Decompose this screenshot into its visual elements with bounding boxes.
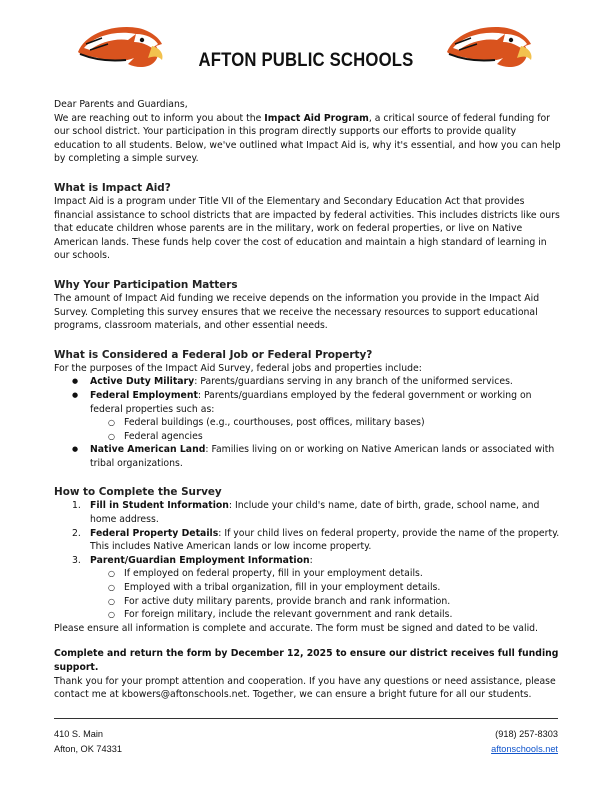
step-text: : If your child lives on federal property, provide the name of the property. This includes Native American lands or low income property.	[90, 527, 560, 553]
list-item	[72, 499, 562, 526]
deadline-text: Complete and return the form by December 12, 2025 to ensure our district receives full funding support.	[54, 648, 559, 673]
item-title: Federal Employment	[90, 389, 198, 401]
what-body: Impact Aid is a program under Title VII of the Elementary and Secondary Education Act that provides financial assistance to school districts that are impacted by federal activities. This includes districts like ours that educate children whose parents are in the military, work on federal properties, or live on Native American lands. These funds help cover the cost of education and maintain a high standard of learning in our schools.	[54, 195, 560, 262]
sub-list-item: ○ If employed on federal property, fill in your employment details.	[124, 567, 562, 581]
deadline-notice	[54, 647, 562, 674]
federal-sub-list	[90, 416, 562, 443]
how-steps	[54, 499, 562, 621]
closing-paragraph: Thank you for your prompt attention and cooperation. If you have any questions or need assistance, please contact me at kbowers@aftonschools.net. Together, we can ensure a bright future for all our students.	[54, 675, 556, 701]
letterhead	[0, 0, 612, 95]
step-title: Fill in Student Information	[90, 500, 229, 512]
sub-list-item: ○ For active duty military parents, provide branch and rank information.	[124, 595, 562, 609]
address-line-2: Afton, OK 74331	[54, 743, 122, 754]
how-note: Please ensure all information is complete and accurate. The form must be signed and dated to be valid.	[54, 622, 539, 634]
why-body: The amount of Impact Aid funding we receive depends on the information you provide in the Impact Aid Survey. Completing this survey ensures that we receive the necessary resources to support educational programs, classroom materials, and other essential needs.	[54, 292, 540, 332]
sub-list-item: ○ Employed with a tribal organization, fill in your employment details.	[124, 581, 562, 595]
list-item	[72, 527, 562, 554]
step-title: Parent/Guardian Employment Information	[90, 554, 310, 566]
employment-sub-list	[90, 567, 562, 621]
sub-list-item: ○ For foreign military, include the relevant government and rank details.	[124, 608, 562, 622]
list-item	[90, 375, 562, 389]
list-item	[90, 389, 562, 443]
greeting: Dear Parents and Guardians,	[54, 99, 188, 110]
what-heading: What is Impact Aid?	[54, 181, 171, 194]
item-text: : Families living on or working on Native American lands or associated with tribal organizations.	[90, 444, 555, 469]
footer-divider	[54, 718, 558, 719]
address-line-1: 410 S. Main	[54, 729, 104, 739]
federal-list	[54, 375, 562, 470]
intro-program-name: Impact Aid Program	[264, 112, 369, 124]
federal-intro: For the purposes of the Impact Aid Survey, federal jobs and properties include:	[54, 362, 422, 374]
item-text: : Parents/guardians serving in any branch of the uniformed services.	[194, 376, 513, 388]
list-item	[72, 554, 562, 622]
step-number: 3.	[72, 554, 81, 566]
page-title: AFTON PUBLIC SCHOOLS	[198, 50, 414, 71]
item-title: Native American Land	[90, 444, 206, 456]
federal-heading: What is Considered a Federal Job or Federal Property?	[54, 348, 373, 361]
phone-number: (918) 257-8303	[495, 729, 558, 739]
why-heading: Why Your Participation Matters	[54, 278, 238, 291]
item-text: : Parents/guardians employed by the federal government or working on federal properties such as:	[90, 389, 532, 415]
step-number: 1.	[72, 500, 81, 512]
intro-paragraph	[54, 112, 562, 166]
how-heading: How to Complete the Survey	[54, 486, 222, 499]
intro-text-b: , a critical source of federal funding for our school district. Your participation in this program directly supports our efforts to provide quality education to all students. Below, we've outlined what Impact Aid is, why it's essential, and how you can help by completing a simple survey.	[54, 112, 561, 165]
list-item	[90, 443, 562, 470]
footer-contact	[491, 727, 558, 756]
intro-text-a: We are reaching out to inform you about the	[54, 112, 265, 124]
step-text: : Include your child's name, date of birth, grade, school name, and home address.	[90, 500, 540, 526]
sub-list-item: ○ Federal agencies	[124, 430, 562, 444]
step-text: :	[309, 554, 313, 566]
step-title: Federal Property Details	[90, 527, 219, 539]
letter-body	[54, 98, 562, 702]
website-link[interactable]: aftonschools.net	[491, 743, 558, 754]
sub-list-item: ○ Federal buildings (e.g., courthouses, post offices, military bases)	[124, 416, 562, 430]
footer-address	[54, 727, 122, 756]
item-title: Active Duty Military	[90, 376, 195, 388]
step-number: 2.	[72, 527, 81, 539]
